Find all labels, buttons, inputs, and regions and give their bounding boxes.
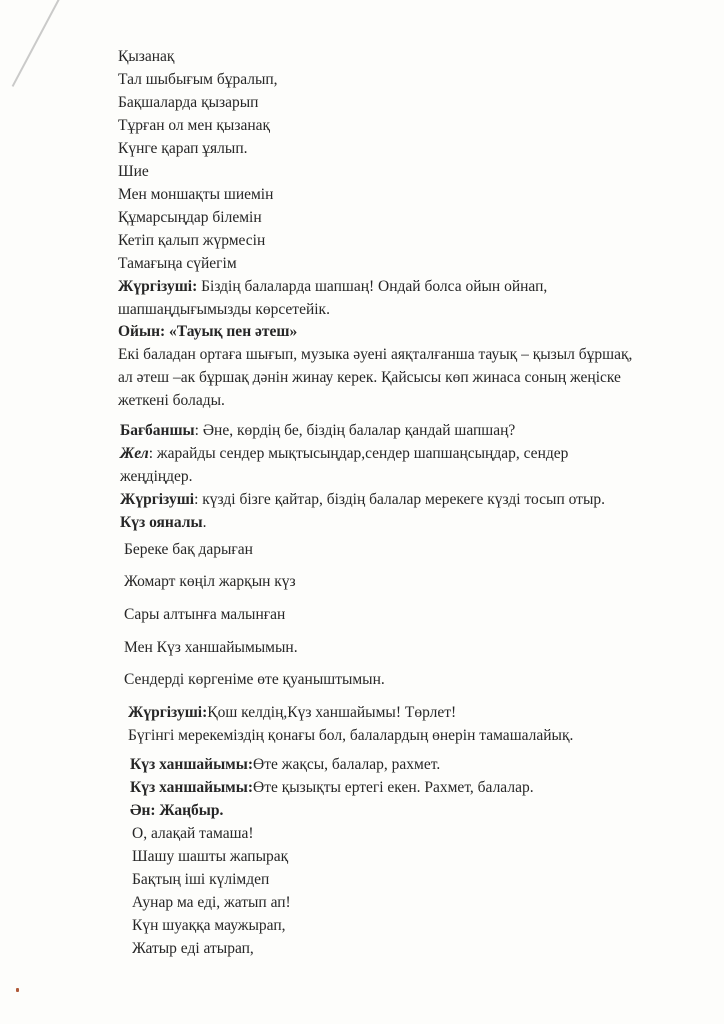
poem-line: Сары алтынға малынған [124, 606, 286, 623]
song-line: Бақтың іші күлімдеп [132, 871, 270, 888]
song-line: Шашу шашты жапырақ [132, 848, 289, 865]
dialogue-line [120, 490, 605, 510]
poem-title-shie: Шие [118, 163, 149, 180]
dialogue-line: жеңдіңдер. [120, 468, 193, 485]
poem-line: Күнге қарап ұялып. [118, 140, 248, 157]
dialogue-text: Қош келдің,Күз ханшайымы! Төрлет! [207, 704, 457, 721]
dialogue-text: Өте жақсы, балалар, рахмет. [253, 756, 441, 773]
paragraph-line: ал әтеш –ак бұршақ дәнін жинау керек. Қайсысы көп жинаса соның жеңіске [118, 369, 621, 386]
speaker-label: Күз ханшайымы: [130, 779, 254, 796]
poem-line: Тамағыңа сүйегім [118, 255, 237, 272]
dialogue-text: : жарайды сендер мықтысыңдар,сендер шапшаңсыңдар, сендер [148, 445, 569, 462]
stage-direction-label: Күз ояналы [120, 514, 203, 531]
paragraph-line: Екі баладан ортаға шығып, музыка әуені аяқталғанша тауық – қызыл бұршақ, [118, 346, 633, 363]
game-heading: Ойын: «Тауық пен әтеш» [118, 323, 298, 340]
song-line: Аунар ма еді, жатып ап! [132, 894, 291, 911]
song-heading: Ән: Жаңбыр. [130, 802, 224, 819]
poem-line: Тұрған ол мен қызанақ [118, 117, 271, 134]
song-line: Күн шуаққа маужырап, [132, 917, 286, 934]
dialogue-text: Өте қызықты ертегі екен. Рахмет, балалар. [253, 779, 534, 796]
poem-line: Мен Күз ханшайымымын. [124, 639, 298, 656]
dialogue-line [130, 778, 534, 798]
poem-line: Береке бақ дарыған [124, 541, 253, 558]
dialogue-line [118, 277, 547, 297]
speaker-label: Күз ханшайымы: [130, 756, 254, 773]
speaker-label: Бағбаншы [120, 422, 195, 439]
dialogue-line: Бүгінгі мерекеміздің қонағы бол, балалардың өнерін тамашалайық. [128, 727, 574, 744]
dialogue-line [120, 444, 568, 464]
dialogue-text: : күзді бізге қайтар, біздің балалар мерекеге күзді тосып отыр. [194, 491, 605, 508]
dialogue-line [128, 703, 456, 723]
poem-line: Мен моншақты шиемін [118, 186, 274, 203]
song-line: О, алақай тамаша! [132, 825, 254, 842]
poem-line: Кетіп қалып жүрмесін [118, 232, 266, 249]
speaker-label: Жүргізуші: [118, 278, 198, 295]
speaker-label: Жүргізуші: [128, 704, 208, 721]
dialogue-line: шапшаңдығымызды көрсетейік. [118, 301, 330, 318]
speaker-label: Жүргізуші [120, 491, 195, 508]
speaker-label: Жел [120, 445, 149, 462]
poem-title-kyzanak: Қызанақ [118, 48, 175, 65]
scan-artifact-line [12, 0, 70, 87]
poem-line: Сендерді көргеніме өте қуаныштымын. [124, 671, 385, 688]
paragraph-line: жеткені болады. [118, 392, 225, 409]
poem-line: Құмарсыңдар білемін [118, 209, 262, 226]
dialogue-text: : Әне, көрдің бе, біздің балалар қандай шапшаң? [194, 422, 516, 439]
poem-line: Бақшаларда қызарып [118, 94, 259, 111]
scan-artifact-dot [16, 988, 19, 992]
poem-line: Жомарт көңіл жарқын күз [124, 573, 296, 590]
dialogue-line [120, 421, 515, 441]
stage-direction: Күз ояналы. [120, 514, 207, 531]
poem-line: Тал шыбығым бұралып, [118, 71, 278, 88]
dialogue-line [130, 755, 440, 775]
song-line: Жатыр еді атырап, [132, 940, 254, 957]
dialogue-text: Біздің балаларда шапшаң! Ондай болса ойын ойнап, [197, 278, 548, 295]
